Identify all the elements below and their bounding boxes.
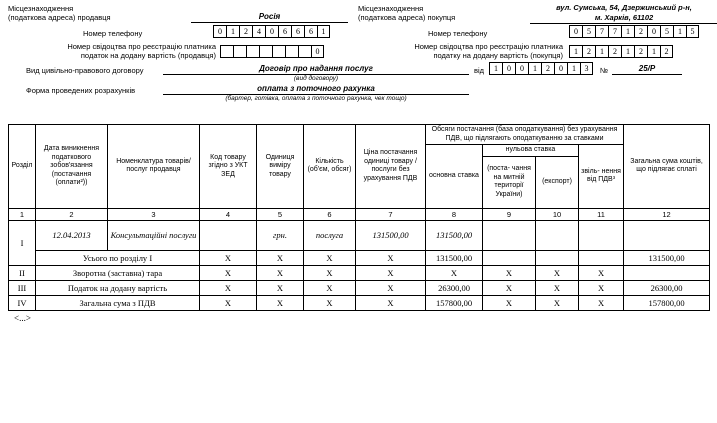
- contract-date-cell[interactable]: 0: [515, 62, 528, 75]
- buyer-phone-label: Номер телефону: [428, 29, 488, 38]
- seller-phone-cells[interactable]: [213, 25, 330, 38]
- col-exempt: звіль- нення від ПДВ³: [579, 145, 624, 209]
- buyer-location-label-1: Місцезнаходження: [358, 4, 424, 13]
- buyer-cert-cell[interactable]: 2: [608, 45, 621, 58]
- buyer-phone-cell[interactable]: 7: [595, 25, 608, 38]
- col-volumes-group: Обсяги постачання (база оподаткування) без урахування ПДВ, що підлягають оподаткуванню за ставками: [426, 125, 624, 145]
- buyer-phone-cell[interactable]: 5: [582, 25, 595, 38]
- cell-zero-customs: X: [483, 280, 536, 295]
- contract-type-value[interactable]: Договір про надання послуг: [163, 64, 469, 75]
- colnum-11: 11: [579, 208, 624, 220]
- payment-form-value[interactable]: оплата з поточного рахунка: [163, 84, 469, 95]
- seller-phone-cell[interactable]: 6: [304, 25, 317, 38]
- col-zero-customs: (поста- чання на митній території України): [483, 156, 536, 208]
- buyer-cert-cell[interactable]: 2: [660, 45, 673, 58]
- col-price: Ціна постачання одиниці товару / послуги без урахування ПДВ: [356, 125, 426, 209]
- table-row[interactable]: [9, 280, 710, 295]
- cell-ukt-zed: X: [200, 280, 257, 295]
- seller-cert-cell[interactable]: [259, 45, 272, 58]
- cell-zero-customs[interactable]: [483, 250, 536, 265]
- colnum-8: 8: [426, 208, 483, 220]
- payment-form-label: Форма проведених розрахунків: [26, 86, 136, 95]
- seller-phone-cell[interactable]: 6: [278, 25, 291, 38]
- cell-price: X: [356, 295, 426, 310]
- contract-date-label: від: [474, 66, 485, 75]
- cell-ukt-zed: X: [200, 250, 257, 265]
- buyer-cert-cell[interactable]: 1: [647, 45, 660, 58]
- buyer-location-label-2: (податкова адреса) покупця: [358, 13, 456, 22]
- cell-unit: X: [257, 295, 304, 310]
- cell-unit[interactable]: грн.: [257, 220, 304, 250]
- contract-date-cell[interactable]: 2: [541, 62, 554, 75]
- cell-total[interactable]: 131500,00: [624, 250, 710, 265]
- table-header-row-1: [9, 125, 710, 145]
- buyer-phone-cell[interactable]: 5: [686, 25, 699, 38]
- buyer-phone-cell[interactable]: 5: [660, 25, 673, 38]
- contract-date-cell[interactable]: 0: [502, 62, 515, 75]
- contract-date-cells[interactable]: [489, 62, 593, 75]
- col-unit: Одиниця виміру товару: [257, 125, 304, 209]
- seller-phone-cell[interactable]: 0: [265, 25, 278, 38]
- buyer-cert-cell[interactable]: 1: [595, 45, 608, 58]
- seller-location-value[interactable]: Росія: [191, 12, 348, 23]
- cell-unit: X: [257, 280, 304, 295]
- cell-date[interactable]: 12.04.2013: [36, 220, 108, 250]
- seller-cert-cell[interactable]: [272, 45, 285, 58]
- cell-section: IV: [9, 295, 36, 310]
- buyer-phone-cell[interactable]: 7: [608, 25, 621, 38]
- col-zero-rate-group: нульова ставка: [483, 145, 579, 157]
- cell-quantity[interactable]: послуга: [304, 220, 356, 250]
- cell-ukt-zed: X: [200, 295, 257, 310]
- cell-nomenclature[interactable]: Консультаційні послуги: [108, 220, 200, 250]
- cell-exempt: X: [579, 295, 624, 310]
- cell-zero-export[interactable]: [536, 220, 579, 250]
- seller-phone-cell[interactable]: 0: [213, 25, 226, 38]
- subtotal-label-section: I: [149, 252, 153, 263]
- contract-date-cell[interactable]: 1: [528, 62, 541, 75]
- buyer-cert-label-1: Номер свідоцтва про реєстрацію платника: [414, 42, 563, 51]
- cell-zero-customs: X: [483, 265, 536, 280]
- cell-zero-export: X: [536, 265, 579, 280]
- seller-location-label-2: (податкова адреса) продавця: [8, 13, 111, 22]
- buyer-phone-cell[interactable]: 1: [673, 25, 686, 38]
- cell-zero-export: X: [536, 295, 579, 310]
- colnum-3: 3: [108, 208, 200, 220]
- cell-quantity: X: [304, 280, 356, 295]
- colnum-10: 10: [536, 208, 579, 220]
- buyer-location-value-line1: вул. Сумська, 54, Дзержинський р-н,: [556, 3, 692, 12]
- cell-quantity: X: [304, 265, 356, 280]
- cell-base-rate[interactable]: 157800,00: [426, 295, 483, 310]
- buyer-phone-cell[interactable]: 0: [569, 25, 582, 38]
- buyer-cert-cell[interactable]: 2: [634, 45, 647, 58]
- cell-row-label: Загальна сума з ПДВ: [36, 295, 200, 310]
- col-total: Загальна сума коштів, що підлягає сплаті: [624, 125, 710, 209]
- buyer-cert-label-2: податку на додану вартість (покупця): [433, 51, 563, 60]
- cell-zero-customs: X: [483, 295, 536, 310]
- cell-base-rate[interactable]: 131500,00: [426, 250, 483, 265]
- seller-cert-cell[interactable]: [233, 45, 246, 58]
- cell-quantity: X: [304, 250, 356, 265]
- cell-quantity: X: [304, 295, 356, 310]
- cell-unit: X: [257, 265, 304, 280]
- cell-ukt-zed: X: [200, 265, 257, 280]
- buyer-cert-cell[interactable]: 1: [569, 45, 582, 58]
- cell-exempt[interactable]: [579, 250, 624, 265]
- colnum-1: 1: [9, 208, 36, 220]
- contract-type-label: Вид цивільно-правового договору: [26, 66, 144, 75]
- cell-zero-export: X: [536, 280, 579, 295]
- cell-section: I: [9, 220, 36, 265]
- invoice-table: [8, 124, 710, 311]
- form-header: [8, 4, 709, 124]
- contract-type-sub: (вид договору): [293, 75, 339, 82]
- seller-location-block: [8, 4, 188, 22]
- table-column-numbers-row: [9, 208, 710, 220]
- cell-price[interactable]: 131500,00: [356, 220, 426, 250]
- seller-cert-cell[interactable]: [246, 45, 259, 58]
- cell-price: X: [356, 250, 426, 265]
- seller-phone-cell[interactable]: 2: [239, 25, 252, 38]
- cell-subtotal-label: [36, 250, 200, 265]
- seller-cert-label-2: податок на додану вартість (продавця): [80, 51, 216, 60]
- seller-phone-cell[interactable]: 4: [252, 25, 265, 38]
- seller-cert-cells[interactable]: [220, 45, 324, 58]
- contract-number-label: №: [600, 66, 609, 75]
- col-quantity: Кількість (об'єм, обсяг): [304, 125, 356, 209]
- table-row[interactable]: [9, 295, 710, 310]
- table-row[interactable]: [9, 220, 710, 250]
- buyer-location-value-line2: м. Харків, 61102: [530, 13, 717, 24]
- colnum-2: 2: [36, 208, 108, 220]
- buyer-phone-cell[interactable]: 2: [634, 25, 647, 38]
- cell-zero-customs[interactable]: [483, 220, 536, 250]
- buyer-cert-label: [373, 42, 563, 60]
- seller-phone-cell[interactable]: 6: [291, 25, 304, 38]
- buyer-phone-cell[interactable]: 1: [621, 25, 634, 38]
- seller-cert-cell[interactable]: [298, 45, 311, 58]
- colnum-4: 4: [200, 208, 257, 220]
- buyer-location-block: [358, 4, 533, 22]
- cell-section: II: [9, 265, 36, 280]
- buyer-cert-cell[interactable]: 1: [621, 45, 634, 58]
- cell-base-rate: X: [426, 265, 483, 280]
- buyer-cert-cell[interactable]: 2: [582, 45, 595, 58]
- seller-phone-label: Номер телефону: [83, 29, 143, 38]
- cell-price: X: [356, 280, 426, 295]
- colnum-6: 6: [304, 208, 356, 220]
- subtotal-label-text: Усього по розділу: [82, 252, 148, 263]
- table-row[interactable]: [9, 265, 710, 280]
- table-row[interactable]: [9, 250, 710, 265]
- colnum-9: 9: [483, 208, 536, 220]
- seller-cert-cell[interactable]: 0: [311, 45, 324, 58]
- cell-base-rate[interactable]: 131500,00: [426, 220, 483, 250]
- buyer-phone-cell[interactable]: 0: [647, 25, 660, 38]
- contract-date-cell[interactable]: 3: [580, 62, 593, 75]
- seller-cert-label: [26, 42, 216, 60]
- cell-total[interactable]: 157800,00: [624, 295, 710, 310]
- cell-base-rate[interactable]: 26300,00: [426, 280, 483, 295]
- seller-cert-label-1: Номер свідоцтва про реєстрацію платника: [67, 42, 216, 51]
- col-zero-export: (експорт): [536, 156, 579, 208]
- seller-phone-cell[interactable]: 1: [226, 25, 239, 38]
- col-ukt-zed: Код товару згідно з УКТ ЗЕД: [200, 125, 257, 209]
- buyer-location-value[interactable]: [530, 3, 717, 24]
- contract-number-value[interactable]: 25/Р: [612, 64, 682, 75]
- col-base-rate: основна ставка: [426, 145, 483, 209]
- cell-zero-export[interactable]: [536, 250, 579, 265]
- payment-form-sub: (бартер, готівка, оплата з поточного рахунка, чек тощо): [225, 95, 407, 102]
- seller-phone-cell[interactable]: 1: [317, 25, 330, 38]
- buyer-phone-cells[interactable]: [569, 25, 699, 38]
- col-date: Дата виникнення податкового зобов'язання (постачання (оплати²)): [36, 125, 108, 209]
- seller-cert-cell[interactable]: [220, 45, 233, 58]
- cell-price: X: [356, 265, 426, 280]
- colnum-12: 12: [624, 208, 710, 220]
- cell-exempt[interactable]: [579, 220, 624, 250]
- colnum-7: 7: [356, 208, 426, 220]
- cell-row-label: Зворотна (заставна) тара: [36, 265, 200, 280]
- cell-total[interactable]: [624, 220, 710, 250]
- seller-cert-cell[interactable]: [285, 45, 298, 58]
- buyer-cert-cells[interactable]: [569, 45, 673, 58]
- col-section: Розділ: [9, 125, 36, 209]
- cell-total[interactable]: 26300,00: [624, 280, 710, 295]
- seller-location-label-1: Місцезнаходження: [8, 4, 74, 13]
- cell-exempt: X: [579, 265, 624, 280]
- cell-total[interactable]: [624, 265, 710, 280]
- contract-date-cell[interactable]: 0: [554, 62, 567, 75]
- cell-ukt-zed[interactable]: [200, 220, 257, 250]
- cell-exempt: X: [579, 280, 624, 295]
- colnum-5: 5: [257, 208, 304, 220]
- contract-date-cell[interactable]: 1: [567, 62, 580, 75]
- contract-date-cell[interactable]: 1: [489, 62, 502, 75]
- continuation-marker: <...>: [14, 312, 31, 323]
- cell-row-label: Податок на додану вартість: [36, 280, 200, 295]
- cell-section: III: [9, 280, 36, 295]
- cell-unit: X: [257, 250, 304, 265]
- col-nomenclature: Номенклатура товарів/послуг продавця: [108, 125, 200, 209]
